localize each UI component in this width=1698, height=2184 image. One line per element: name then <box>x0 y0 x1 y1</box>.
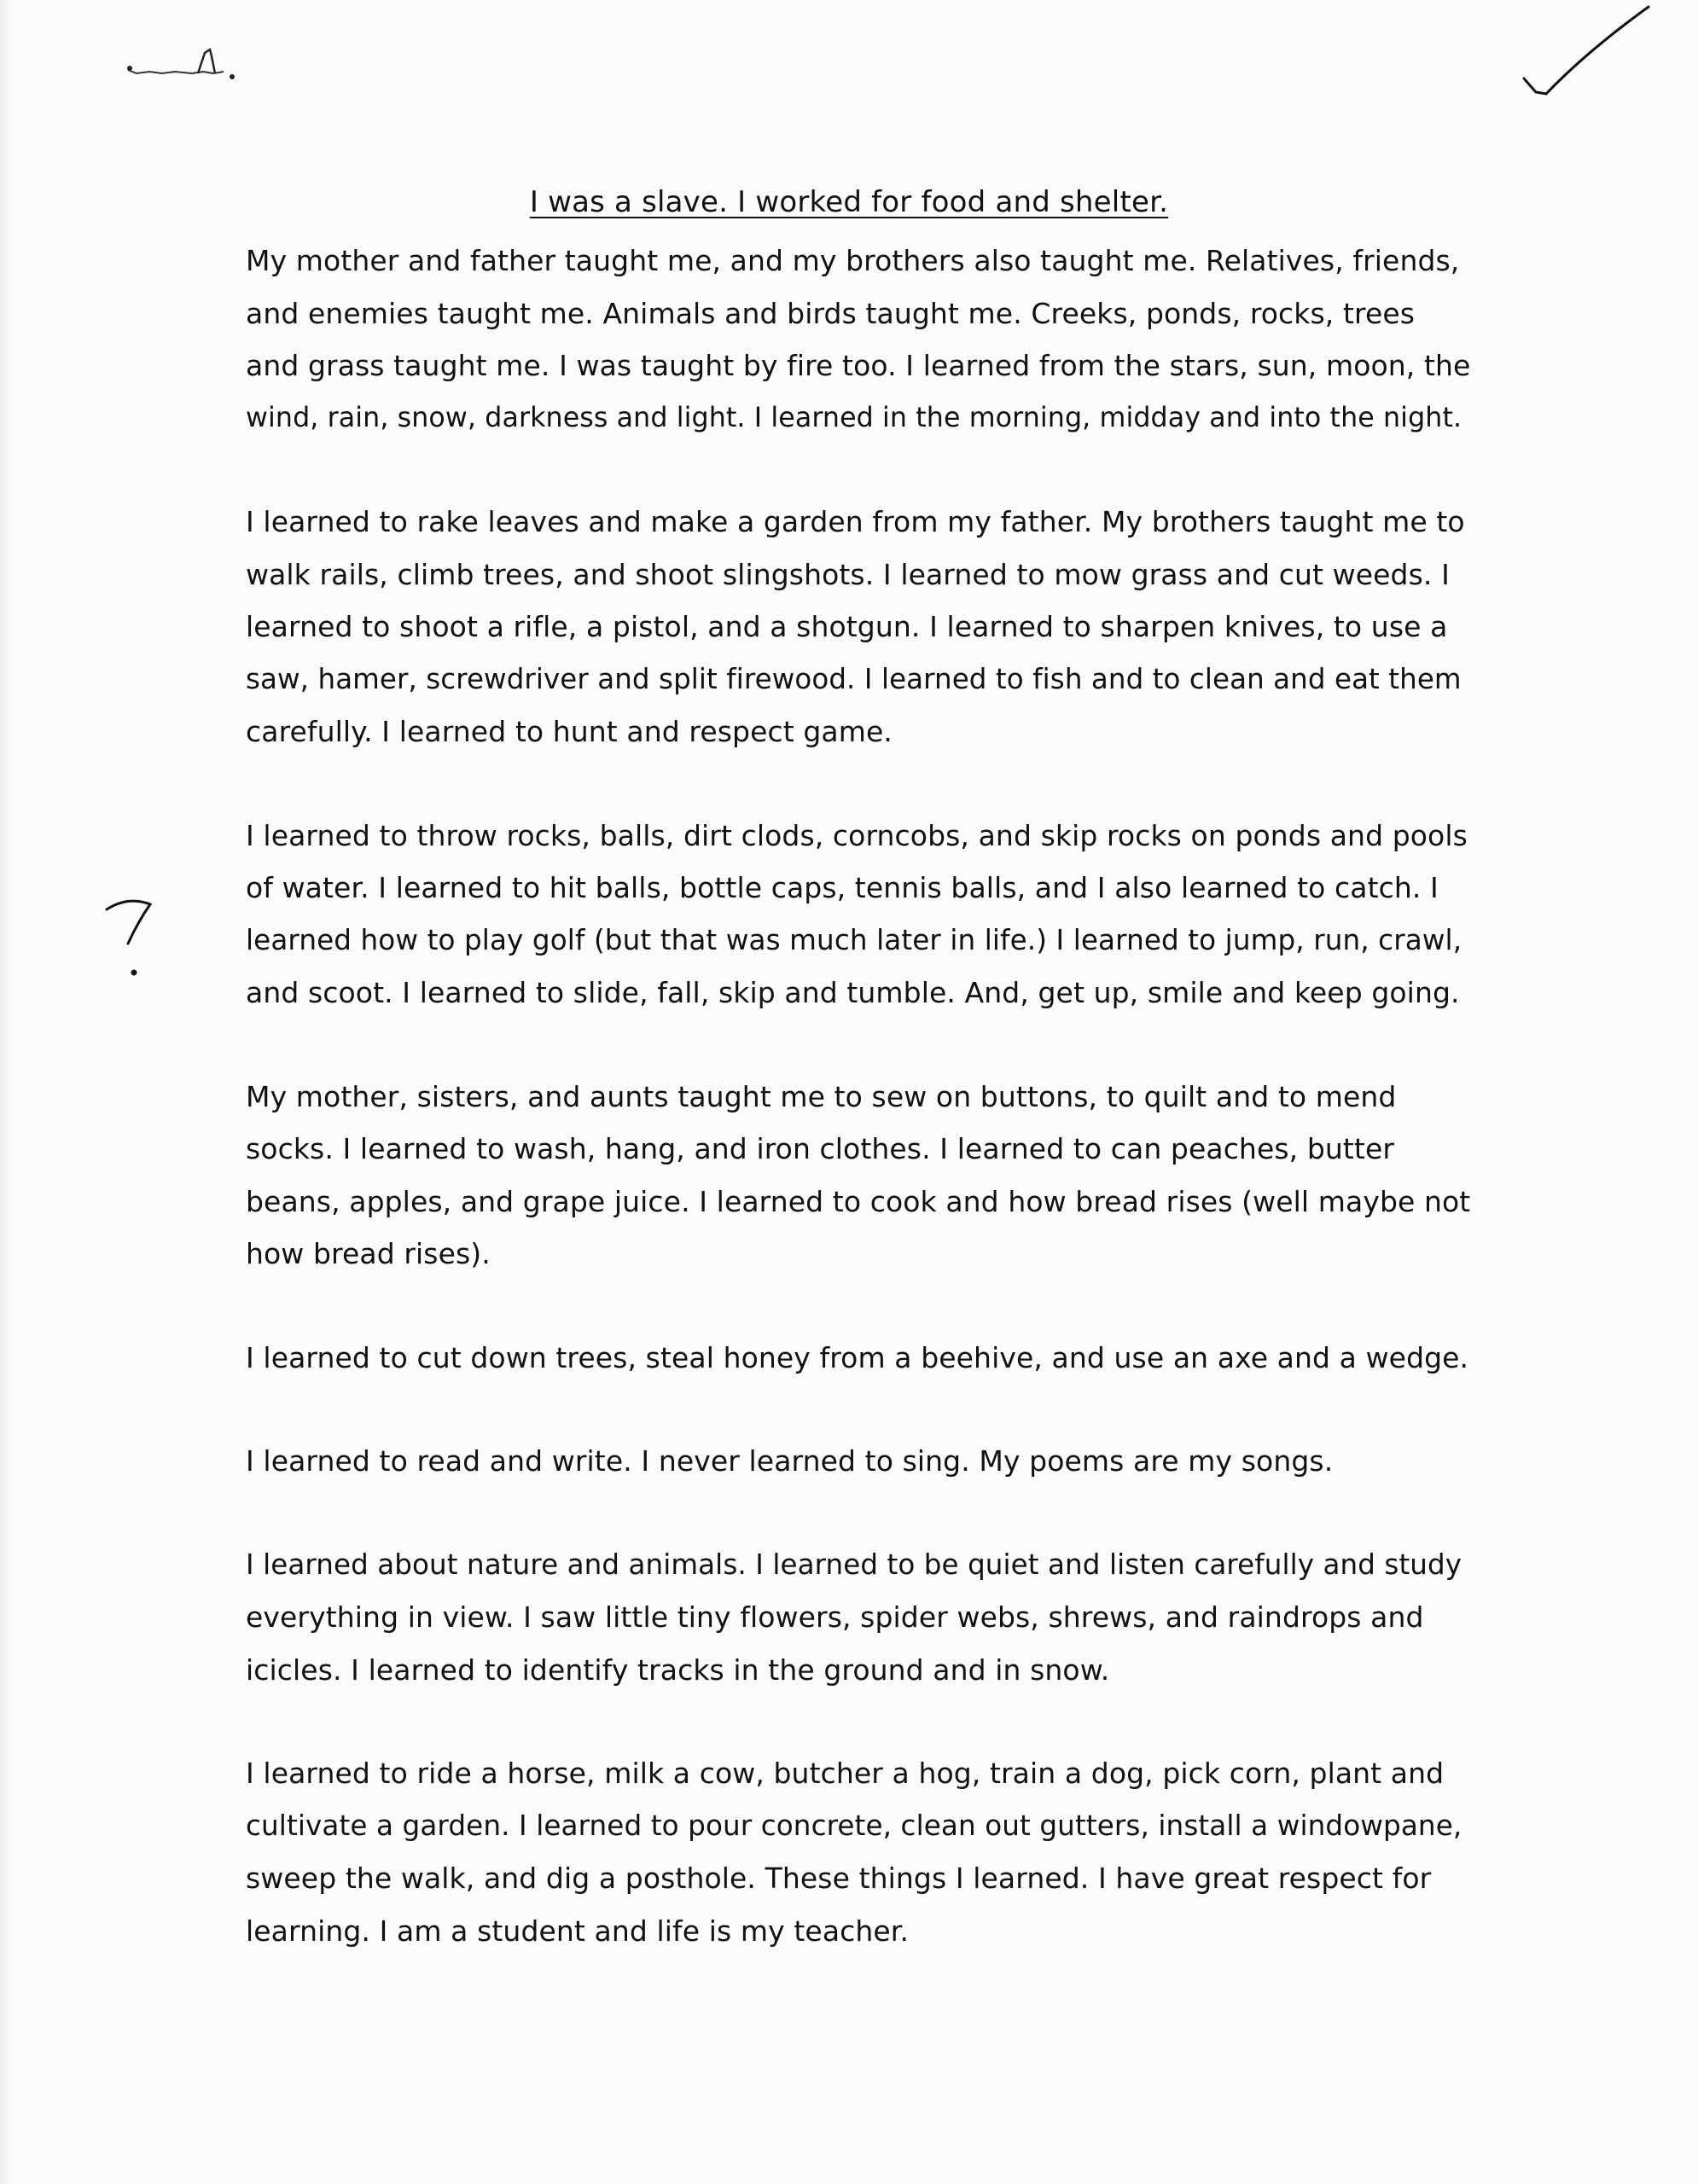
text-line: My mother and father taught me, and my brothers also taught me. Relatives, friends, <box>246 244 1460 277</box>
text-line: learned to shoot a rifle, a pistol, and a shotgun. I learned to sharpen knives, to use a <box>246 610 1448 643</box>
text-line: I learned to ride a horse, milk a cow, butcher a hog, train a dog, pick corn, plant and <box>246 1757 1445 1790</box>
text-line: learning. I am a student and life is my teacher. <box>246 1914 910 1948</box>
text-line: walk rails, climb trees, and shoot slingshots. I learned to mow grass and cut weeds. I <box>246 557 1450 591</box>
paragraph-8 <box>246 1747 1474 1957</box>
text-line: wind, rain, snow, darkness and light. I learned in the morning, midday and into the night. <box>246 402 1462 433</box>
text-line: I learned to read and write. I never learned to sing. My poems are my songs. <box>246 1444 1334 1478</box>
text-line: beans, apples, and grape juice. I learned to cook and how bread rises (well maybe not <box>246 1184 1471 1218</box>
text-line: and grass taught me. I was taught by fire too. I learned from the stars, sun, moon, the <box>246 349 1471 382</box>
text-line: and scoot. I learned to slide, fall, skip and tumble. And, get up, smile and keep going. <box>246 976 1460 1009</box>
text-line: learned how to play golf (but that was much later in life.) I learned to jump, run, crawl, <box>246 923 1462 956</box>
paragraph-1 <box>246 235 1474 444</box>
text-line: I learned about nature and animals. I learned to be quiet and listen carefully and study <box>246 1548 1462 1581</box>
paragraph-5 <box>246 1332 1474 1385</box>
document-body <box>246 235 1474 2008</box>
paragraph-2 <box>246 496 1474 758</box>
text-line: I learned to rake leaves and make a garden from my father. My brothers taught me to <box>246 505 1465 538</box>
text-line: My mother, sisters, and aunts taught me to sew on buttons, to quilt and to mend <box>246 1079 1397 1113</box>
text-line: carefully. I learned to hunt and respect game. <box>246 715 893 748</box>
text-line: socks. I learned to wash, hang, and iron clothes. I learned to can peaches, butter <box>246 1132 1395 1165</box>
text-line: everything in view. I saw little tiny flowers, spider webs, shrews, and raindrops and <box>246 1600 1424 1634</box>
text-line: sweep the walk, and dig a posthole. These things I learned. I have great respect for <box>246 1862 1432 1895</box>
text-line: I learned to throw rocks, balls, dirt clods, corncobs, and skip rocks on ponds and pools <box>246 818 1468 852</box>
text-line: cultivate a garden. I learned to pour concrete, clean out gutters, install a windowpane, <box>246 1809 1462 1842</box>
text-line: how bread rises). <box>246 1237 491 1270</box>
paragraph-3 <box>246 810 1474 1019</box>
text-line: and enemies taught me. Animals and birds taught me. Creeks, ponds, rocks, trees <box>246 296 1416 330</box>
text-line: I learned to cut down trees, steal honey from a beehive, and use an axe and a wedge. <box>246 1340 1469 1374</box>
margin-question-mark <box>107 901 150 975</box>
title-text: I was a slave. I worked for food and shelter. <box>529 185 1169 219</box>
check-mark <box>1524 7 1649 94</box>
text-line: saw, hamer, screwdriver and split firewood. I learned to fish and to clean and eat them <box>246 662 1462 695</box>
text-line: of water. I learned to hit balls, bottle caps, tennis balls, and I also learned to catch. I <box>246 871 1439 904</box>
paragraph-4 <box>246 1071 1474 1281</box>
document-title <box>0 183 1698 222</box>
corner-scribble-mark <box>127 49 235 79</box>
text-line: icicles. I learned to identify tracks in the ground and in snow. <box>246 1653 1110 1687</box>
paragraph-7 <box>246 1539 1474 1697</box>
paragraph-6 <box>246 1435 1474 1488</box>
